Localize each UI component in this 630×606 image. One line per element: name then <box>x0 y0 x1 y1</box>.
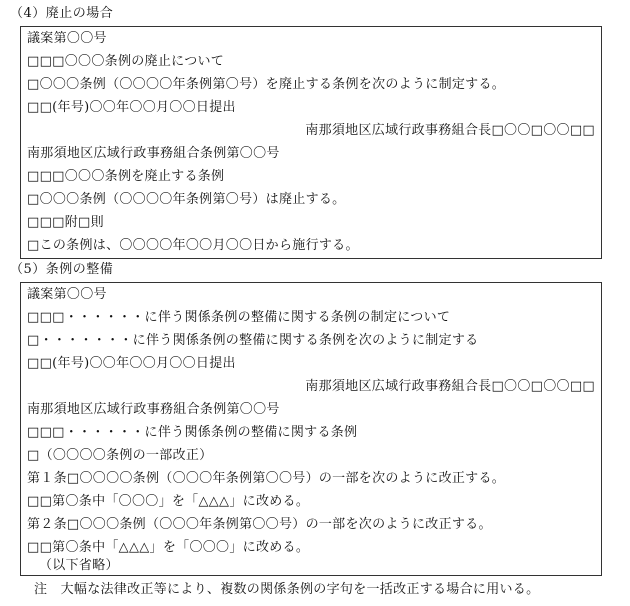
supplementary-provisions-line: □□□附□則 <box>27 215 104 230</box>
section-5-heading: （5）条例の整備 <box>10 262 114 277</box>
bill-title-line: □□□・・・・・・に伴う関係条例の整備に関する条例の制定について <box>27 310 451 325</box>
article-2-line: 第２条□〇〇〇条例（〇〇〇年条例第〇〇号）の一部を次のように改正する。 <box>27 517 492 532</box>
enactment-statement-line: □・・・・・・・に伴う関係条例の整備に関する条例を次のように制定する <box>27 333 479 348</box>
submission-date-line: □□(年号)〇〇年〇〇月〇〇日提出 <box>27 356 236 371</box>
article-1-amendment-line: □□第〇条中「〇〇〇」を「△△△」に改める。 <box>27 494 310 509</box>
article-2-amendment-line: □□第〇条中「△△△」を「〇〇〇」に改める。 <box>27 540 310 555</box>
section-4-box <box>20 26 602 259</box>
footnote: 注 大幅な法律改正等により、複数の関係条例の字句を一括改正する場合に用いる。 <box>34 582 540 597</box>
ordinance-number-line: 南那須地区広域行政事務組合条例第〇〇号 <box>27 146 280 161</box>
amendment-caption-line: □（〇〇〇〇条例の一部改正） <box>27 448 213 463</box>
enactment-statement-line: □〇〇〇条例（〇〇〇〇年条例第〇号）を廃止する条例を次のように制定する。 <box>27 77 506 92</box>
bill-number-line: 議案第〇〇号 <box>27 31 107 46</box>
submitter-line: 南那須地区広域行政事務組合長□〇〇□〇〇□□ <box>305 123 595 138</box>
bill-title-line: □□□〇〇〇条例の廃止について <box>27 54 225 69</box>
omission-line: （以下省略） <box>39 558 119 573</box>
bill-number-line: 議案第〇〇号 <box>27 287 107 302</box>
section-5-box <box>20 282 602 576</box>
submission-date-line: □□(年号)〇〇年〇〇月〇〇日提出 <box>27 100 236 115</box>
effective-date-line: □この条例は、〇〇〇〇年〇〇月〇〇日から施行する。 <box>27 238 359 253</box>
submitter-line: 南那須地区広域行政事務組合長□〇〇□〇〇□□ <box>305 379 595 394</box>
section-4-heading: （4）廃止の場合 <box>10 6 114 21</box>
ordinance-title-line: □□□〇〇〇条例を廃止する条例 <box>27 169 225 184</box>
ordinance-body-line: □〇〇〇条例（〇〇〇〇年条例第〇号）は廃止する。 <box>27 192 346 207</box>
article-1-line: 第１条□〇〇〇〇条例（〇〇〇年条例第〇〇号）の一部を次のように改正する。 <box>27 471 506 486</box>
ordinance-number-line: 南那須地区広域行政事務組合条例第〇〇号 <box>27 402 280 417</box>
ordinance-title-line: □□□・・・・・・に伴う関係条例の整備に関する条例 <box>27 425 358 440</box>
